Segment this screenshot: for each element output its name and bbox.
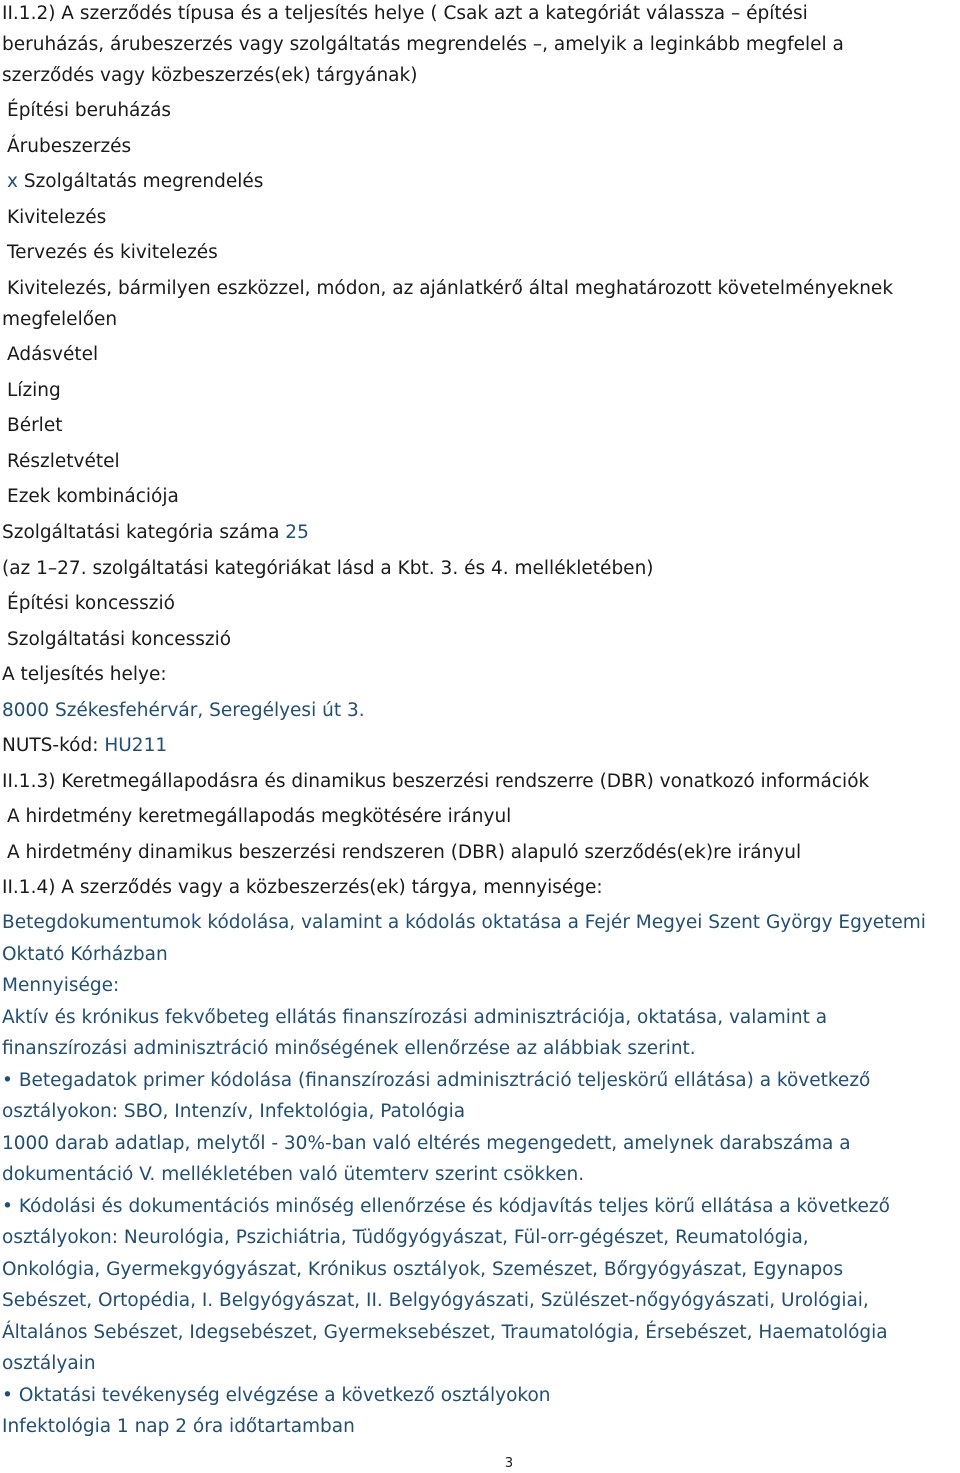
bullet-icon: • <box>2 1196 13 1217</box>
bullet-line: Általános Sebészet, Idegsebészet, Gyermeksebészet, Traumatológia, Érsebészet, Haematológia <box>2 1322 888 1343</box>
option-szolgaltatas-megrendeles <box>7 170 263 194</box>
place-of-performance-label: A teljesítés helye: <box>2 664 167 685</box>
bullet-line: Infektológia 1 nap 2 óra időtartamban <box>2 1416 355 1437</box>
subject-line: Oktató Kórházban <box>2 944 168 965</box>
option-szolgaltatasi-koncesszio: Szolgáltatási koncesszió <box>7 629 232 650</box>
bullet-item-minoseg-ellenorzes <box>2 1195 890 1219</box>
option-kivitelezes: Kivitelezés <box>7 207 107 228</box>
option-keretmegallapodas: A hirdetmény keretmegállapodás megkötésére irányul <box>7 806 512 827</box>
bullet-text: Kódolási és dokumentációs minőség ellenőrzése és kódjavítás teljes körű ellátása a következő <box>18 1196 890 1217</box>
option-line: megfelelően <box>2 309 118 330</box>
heading-line: szerződés vagy közbeszerzés(ek) tárgyának) <box>2 65 418 86</box>
option-tervezes-kivitelezes: Tervezés és kivitelezés <box>7 242 218 263</box>
heading-line: beruházás, árubeszerzés vagy szolgáltatás megrendelés –, amelyik a leginkább megfelel a <box>2 34 844 55</box>
subject-line: Betegdokumentumok kódolása, valamint a kódolás oktatása a Fejér Megyei Szent György Egyetemi <box>2 912 926 933</box>
bullet-text: Oktatási tevékenység elvégzése a következő osztályokon <box>18 1385 551 1406</box>
bullet-line: Onkológia, Gyermekgyógyászat, Krónikus osztályok, Szemészet, Bőrgyógyászat, Egynapos <box>2 1259 844 1280</box>
quantity-label: Mennyisége: <box>2 975 120 996</box>
nuts-code <box>2 734 167 758</box>
bullet-item-primer-kodolas <box>2 1069 870 1093</box>
option-lizing: Lízing <box>7 380 61 401</box>
nuts-code-label: NUTS-kód: <box>2 735 99 756</box>
section-heading-ii-1-3: II.1.3) Keretmegállapodásra és dinamikus beszerzési rendszerre (DBR) vonatkozó információk <box>2 771 870 792</box>
option-dbr: A hirdetmény dinamikus beszerzési rendszeren (DBR) alapuló szerződés(ek)re irányul <box>7 842 802 863</box>
option-epitesi-beruhazas: Építési beruházás <box>7 100 172 121</box>
nuts-code-value: HU211 <box>104 735 168 756</box>
bullet-line: 1000 darab adatlap, melytől - 30%-ban való eltérés megengedett, amelynek darabszáma a <box>2 1133 851 1154</box>
quantity-paragraph: finanszírozási adminisztráció minőségének ellenőrzése az alábbiak szerint. <box>2 1038 696 1059</box>
service-category-value: 25 <box>285 522 309 543</box>
bullet-line: Sebészet, Ortopédia, I. Belgyógyászat, II. Belgyógyászati, Szülészet-nőgyógyászati, Urológiai, <box>2 1290 869 1311</box>
place-of-performance-value: 8000 Székesfehérvár, Seregélyesi út 3. <box>2 700 365 721</box>
page-number: 3 <box>504 1456 514 1471</box>
service-category <box>2 521 309 545</box>
bullet-icon: • <box>2 1385 13 1406</box>
bullet-line: osztályain <box>2 1353 96 1374</box>
option-label: Szolgáltatás megrendelés <box>23 171 264 192</box>
service-category-note: (az 1–27. szolgáltatási kategóriákat lásd a Kbt. 3. és 4. mellékletében) <box>2 558 654 579</box>
option-kombinacio: Ezek kombinációja <box>7 486 179 507</box>
option-reszletvetel: Részletvétel <box>7 451 120 472</box>
selected-mark: x <box>7 171 18 192</box>
bullet-icon: • <box>2 1070 13 1091</box>
section-heading-ii-1-4: II.1.4) A szerződés vagy a közbeszerzés(ek) tárgya, mennyisége: <box>2 877 603 898</box>
bullet-text: Betegadatok primer kódolása (finanszírozási adminisztráció teljeskörű ellátása) a következő <box>18 1070 871 1091</box>
option-adasvetel: Adásvétel <box>7 344 99 365</box>
option-berlet: Bérlet <box>7 415 63 436</box>
section-heading-ii-1-2: II.1.2) A szerződés típusa és a teljesítés helye ( Csak azt a kategóriát válassza – építési <box>2 3 808 24</box>
option-epitesi-koncesszio: Építési koncesszió <box>7 593 175 614</box>
option-arubeszerzes: Árubeszerzés <box>7 136 132 157</box>
option-kivitelezes-barmilyen: Kivitelezés, bármilyen eszközzel, módon, az ajánlatkérő által meghatározott követelményeknek <box>7 278 894 299</box>
bullet-item-oktatas <box>2 1384 551 1408</box>
bullet-line: dokumentáció V. mellékletében való ütemterv szerint csökken. <box>2 1164 585 1185</box>
service-category-label: Szolgáltatási kategória száma <box>2 522 280 543</box>
quantity-paragraph: Aktív és krónikus fekvőbeteg ellátás finanszírozási adminisztrációja, oktatása, valamint a <box>2 1007 828 1028</box>
bullet-line: osztályokon: SBO, Intenzív, Infektológia, Patológia <box>2 1101 466 1122</box>
bullet-line: osztályokon: Neurológia, Pszichiátria, Tüdőgyógyászat, Fül-orr-gégészet, Reumatológia, <box>2 1227 809 1248</box>
